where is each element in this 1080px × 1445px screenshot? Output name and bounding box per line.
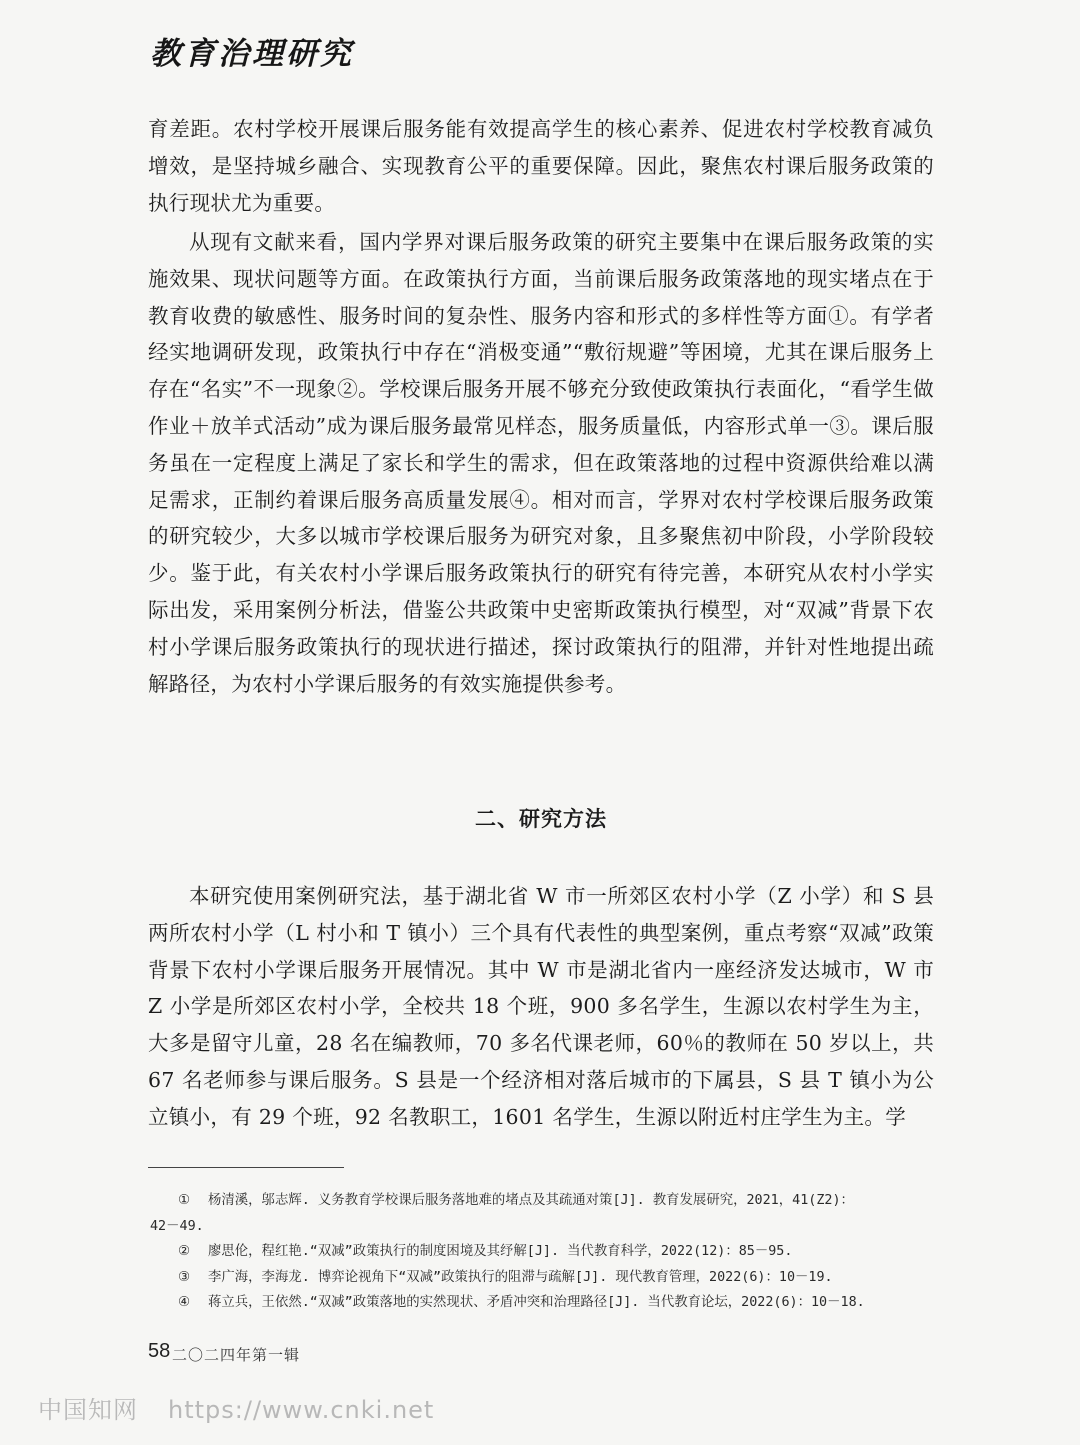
footnote-marker: ②: [178, 1244, 191, 1259]
footnote-marker: ④: [178, 1295, 191, 1310]
footnote-1-continuation: [150, 1214, 938, 1240]
page-number: 58: [148, 1340, 171, 1362]
paragraph-3: [148, 878, 934, 1136]
paragraph-2: [148, 224, 934, 702]
footnote-text: 42－49.: [150, 1218, 204, 1234]
paragraph-text: 育差距。农村学校开展课后服务能有效提高学生的核心素养、促进农村学校教育减负增效，是坚持城乡融合、实现教育公平的重要保障。因此，聚焦农村课后服务政策的执行现状尤为重要。: [148, 117, 934, 215]
paragraph-text: 本研究使用案例研究法，基于湖北省 W 市一所郊区农村小学（Z 小学）和 S 县两所农村小学（L 村小和 T 镇小）三个具有代表性的典型案例，重点考察“双减”政策背景下农村小学课后服务开展情况。其中 W 市是湖北省内一座经济发达城市，W 市 Z 小学是所郊区农村小学，全校共 18 个班，900 多名学生，生源以农村学生为主，大多是留守儿童，28 名在编教师，70 多名代课老师，60％的教师在 50 岁以上，共 67 名老师参与课后服务。S 县是一个经济相对落后城市的下属县，S 县 T 镇小为公立镇小，有 29 个班，92 名教职工，1601 名学生，生源以附近村庄学生为主。学: [148, 884, 934, 1129]
footnote-text: 李广海，李海龙. 博弈论视角下“双减”政策执行的阻滞与疏解[J]. 现代教育管理，2022(6)：10－19.: [208, 1269, 833, 1285]
issue-label: 二〇二四年第一辑: [172, 1346, 301, 1364]
footnote-1: [178, 1188, 938, 1214]
paragraph-text: 从现有文献来看，国内学界对课后服务政策的研究主要集中在课后服务政策的实施效果、现状问题等方面。在政策执行方面，当前课后服务政策落地的现实堵点在于教育收费的敏感性、服务时间的复杂性、服务内容和形式的多样性等方面①。有学者经实地调研发现，政策执行中存在“消极变通”“敷衍规避”等困境，尤其在课后服务上存在“名实”不一现象②。学校课后服务开展不够充分致使政策执行表面化，“看学生做作业＋放羊式活动”成为课后服务最常见样态，服务质量低，内容形式单一③。课后服务虽在一定程度上满足了家长和学生的需求，但在政策落地的过程中资源供给难以满足需求，正制约着课后服务高质量发展④。相对而言，学界对农村学校课后服务政策的研究较少，大多以城市学校课后服务为研究对象，且多聚焦初中阶段，小学阶段较少。鉴于此，有关农村小学课后服务政策执行的研究有待完善，本研究从农村小学实际出发，采用案例分析法，借鉴公共政策中史密斯政策执行模型，对“双减”背景下农村小学课后服务政策执行的现状进行描述，探讨政策执行的阻滞，并针对性地提出疏解路径，为农村小学课后服务的有效实施提供参考。: [148, 230, 934, 696]
footnote-text: 廖思伦，程红艳.“双减”政策执行的制度困境及其纾解[J]. 当代教育科学，2022(12)：85－95.: [208, 1244, 793, 1259]
footnote-4: [178, 1290, 938, 1316]
footnote-2: [178, 1239, 938, 1265]
footnote-marker: ①: [178, 1193, 191, 1208]
footnote-text: 蒋立兵，王依然.“双减”政策落地的实然现状、矛盾冲突和治理路径[J]. 当代教育论坛，2022(6)：10－18.: [208, 1295, 865, 1310]
footnote-divider: [148, 1167, 344, 1168]
footnotes: [150, 1188, 938, 1316]
journal-title: 教育治理研究: [150, 36, 354, 72]
footnote-text: 杨清溪，邬志辉. 义务教育学校课后服务落地难的堵点及其疏通对策[J]. 教育发展研究，2021，41(Z2)：: [208, 1193, 854, 1208]
watermark: [38, 1390, 464, 1425]
footnote-marker: ③: [178, 1269, 191, 1285]
watermark-brand: 中国知网: [38, 1396, 138, 1424]
section-heading: 二、研究方法: [475, 807, 607, 831]
footnote-3: [178, 1265, 938, 1291]
paragraph-1: [148, 111, 934, 221]
watermark-url: https://www.cnki.net: [168, 1396, 435, 1424]
